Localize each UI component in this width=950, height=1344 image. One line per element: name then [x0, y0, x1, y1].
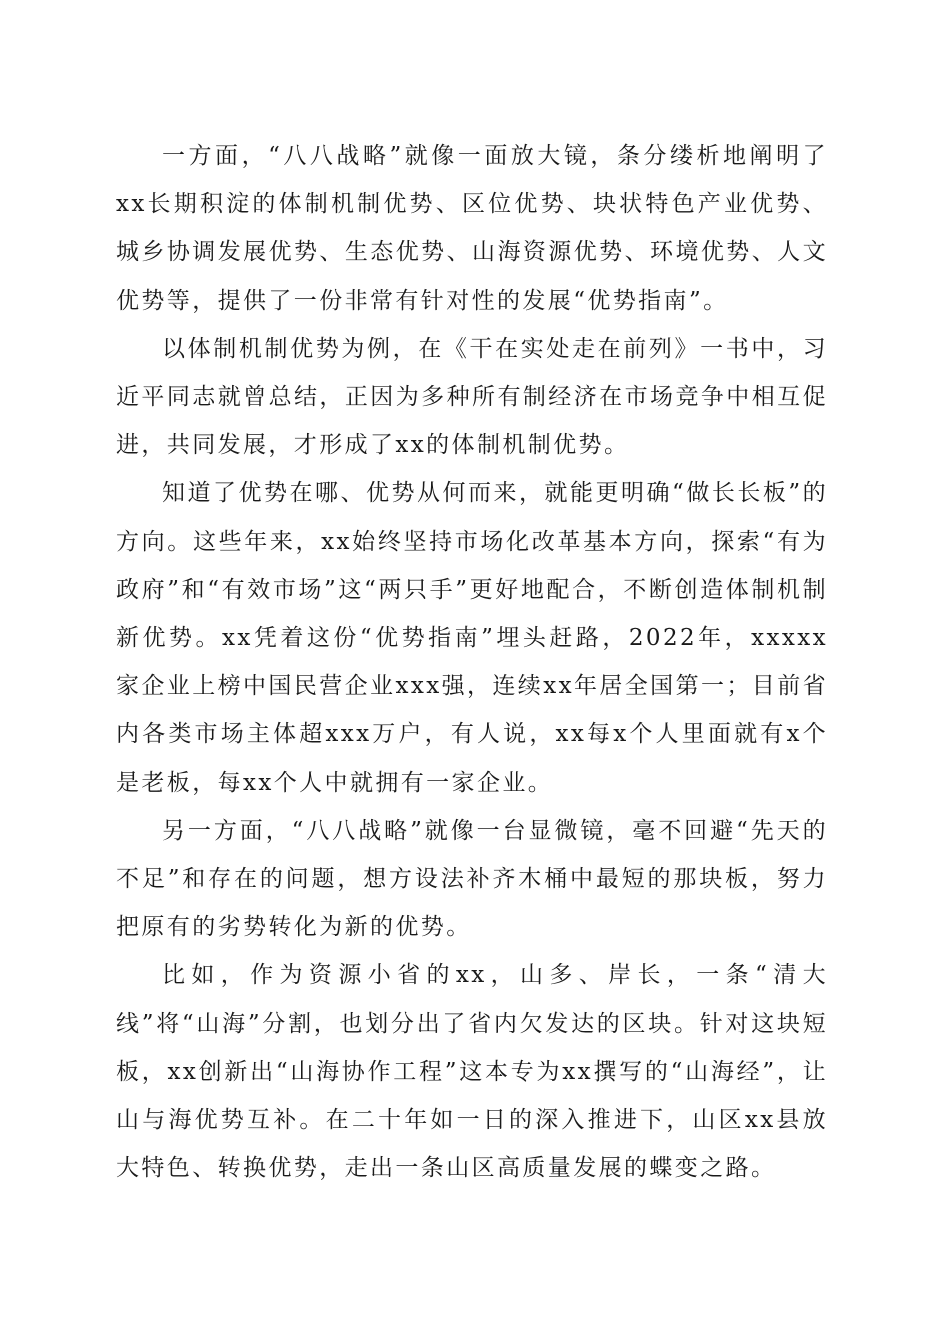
paragraph-3: 知道了优势在哪、优势从何而来，就能更明确“做长长板”的方向。这些年来，xx始终坚持市场化改革基本方向，探索“有为政府”和“有效市场”这“两只手”更好地配合，不断创造体制机制新优势。xx凭着这份“优势指南”埋头赶路，2022年，xxxxx家企业上榜中国民营企业xxx强，连续xx年居全国第一；目前省内各类市场主体超xxx万户，有人说，xx每x个人里面就有x个是老板，每xx个人中就拥有一家企业。	[116, 480, 828, 796]
document-body	[116, 132, 828, 1192]
paragraph-4: 另一方面，“八八战略”就像一台显微镜，毫不回避“先天的不足”和存在的问题，想方设法补齐木桶中最短的那块板，努力把原有的劣势转化为新的优势。	[116, 817, 828, 941]
paragraph-5: 比如，作为资源小省的xx，山多、岸长，一条“清大线”将“山海”分割，也划分出了省内欠发达的区块。针对这块短板，xx创新出“山海协作工程”这本专为xx撰写的“山海经”，让山与海优势互补。在二十年如一日的深入推进下，山区xx县放大特色、转换优势，走出一条山区高质量发展的蝶变之路。	[116, 962, 828, 1182]
paragraph-2: 以体制机制优势为例，在《干在实处走在前列》一书中，习近平同志就曾总结，正因为多种所有制经济在市场竞争中相互促进，共同发展，才形成了xx的体制机制优势。	[116, 335, 828, 459]
paragraph-1: 一方面，“八八战略”就像一面放大镜，条分缕析地阐明了xx长期积淀的体制机制优势、区位优势、块状特色产业优势、城乡协调发展优势、生态优势、山海资源优势、环境优势、人文优势等，提供了一份非常有针对性的发展“优势指南”。	[116, 143, 828, 314]
